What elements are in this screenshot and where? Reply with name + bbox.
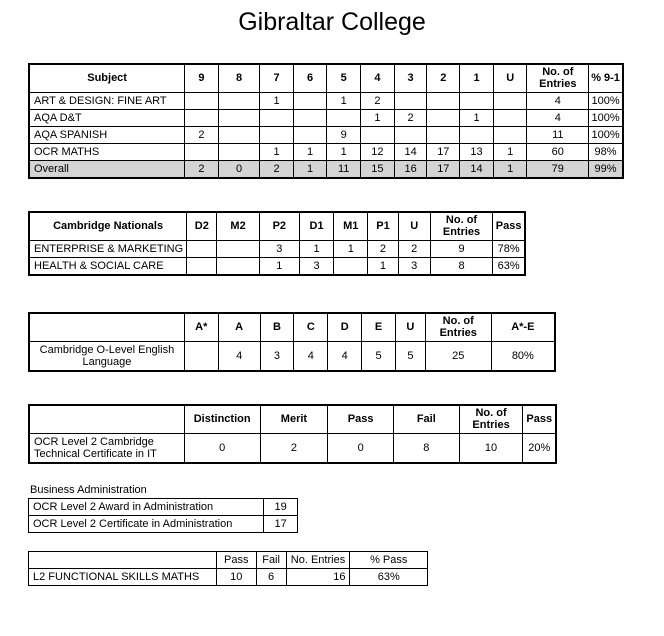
- table-row: [29, 92, 623, 109]
- table-cell: 1: [361, 109, 395, 126]
- table-header-row: [29, 313, 555, 341]
- table-cell: 1: [260, 92, 294, 109]
- table-cell: L2 FUNCTIONAL SKILLS MATHS: [29, 569, 217, 586]
- table-cell: [260, 126, 294, 143]
- table-cell: 1: [327, 143, 361, 160]
- table-cell: 100%: [589, 109, 623, 126]
- table-cell: OCR Level 2 Award in Administration: [29, 499, 264, 516]
- table-cell: 60: [527, 143, 589, 160]
- column-header: Subject: [29, 64, 185, 92]
- table-cell: 2: [260, 433, 328, 463]
- overall-row: [29, 160, 623, 178]
- table-row: [29, 499, 298, 516]
- column-header: U: [398, 212, 430, 240]
- table-cell: 11: [527, 126, 589, 143]
- business-administration-caption: Business Administration: [30, 484, 147, 496]
- table-cell: 2: [398, 240, 430, 257]
- table-cell: 11: [327, 160, 361, 178]
- table-cell: 1: [334, 240, 368, 257]
- table-header-row: [29, 64, 623, 92]
- table-cell: 80%: [491, 341, 555, 371]
- column-header: M1: [334, 212, 368, 240]
- table-cell: [185, 143, 219, 160]
- column-header: 3: [394, 64, 427, 92]
- column-header: Merit: [260, 405, 328, 433]
- table-cell: [218, 109, 259, 126]
- table-cell: AQA D&T: [29, 109, 185, 126]
- table-cell: 2: [260, 160, 294, 178]
- table-row: [29, 143, 623, 160]
- table-cell: [293, 126, 327, 143]
- table-cell: 13: [460, 143, 494, 160]
- table-cell: Cambridge O-Level English Language: [29, 341, 184, 371]
- table-cell: 2: [394, 109, 427, 126]
- table-cell: [427, 92, 460, 109]
- table-cell: 99%: [589, 160, 623, 178]
- column-header: 8: [218, 64, 259, 92]
- column-header: No. of Entries: [425, 313, 491, 341]
- column-header: % Pass: [350, 552, 428, 569]
- table-cell: 5: [395, 341, 425, 371]
- table-cell: 4: [218, 341, 260, 371]
- column-header: Cambridge Nationals: [29, 212, 187, 240]
- table-cell: [187, 257, 217, 275]
- column-header: D2: [187, 212, 217, 240]
- table-cell: 16: [394, 160, 427, 178]
- column-header: B: [260, 313, 294, 341]
- table-cell: [218, 92, 259, 109]
- table-cell: 1: [327, 92, 361, 109]
- table-cell: 16: [286, 569, 350, 586]
- table-cell: 17: [427, 143, 460, 160]
- table-cell: 1: [260, 143, 294, 160]
- column-header: U: [493, 64, 527, 92]
- table-cell: [361, 126, 395, 143]
- table-row: [29, 240, 525, 257]
- table-cell: 1: [493, 143, 527, 160]
- column-header: Fail: [256, 552, 286, 569]
- table-cell: 2: [185, 160, 219, 178]
- table-cell: [293, 109, 327, 126]
- column-header: D1: [299, 212, 333, 240]
- table-row: [29, 341, 555, 371]
- table-cell: [327, 109, 361, 126]
- column-header: P2: [259, 212, 299, 240]
- table-cell: 1: [299, 240, 333, 257]
- table-cell: [218, 143, 259, 160]
- table-cell: 1: [493, 160, 527, 178]
- olevel-table: [28, 312, 556, 372]
- table-cell: 2: [361, 92, 395, 109]
- table-cell: [493, 92, 527, 109]
- column-header: 4: [361, 64, 395, 92]
- table-cell: [217, 240, 259, 257]
- column-header: [29, 313, 184, 341]
- column-header: D: [328, 313, 362, 341]
- column-header: Fail: [393, 405, 459, 433]
- table-cell: 100%: [589, 126, 623, 143]
- table-cell: 8: [393, 433, 459, 463]
- table-cell: 19: [264, 499, 298, 516]
- table-cell: 1: [368, 257, 398, 275]
- table-row: [29, 516, 298, 533]
- table-cell: 0: [184, 433, 260, 463]
- table-cell: 3: [260, 341, 294, 371]
- cambridge-nationals-table: [28, 211, 526, 276]
- table-cell: [493, 109, 527, 126]
- column-header: No. of Entries: [459, 405, 523, 433]
- table-header-row: [29, 552, 428, 569]
- table-cell: [493, 126, 527, 143]
- column-header: U: [395, 313, 425, 341]
- column-header: A*: [184, 313, 218, 341]
- table-cell: [185, 92, 219, 109]
- table-header-row: [29, 212, 525, 240]
- table-row: [29, 257, 525, 275]
- column-header: 9: [185, 64, 219, 92]
- table-cell: [217, 257, 259, 275]
- column-header: Distinction: [184, 405, 260, 433]
- table-cell: 4: [294, 341, 328, 371]
- table-cell: 2: [368, 240, 398, 257]
- technical-certificate-table: [28, 404, 557, 464]
- table-cell: ENTERPRISE & MARKETING: [29, 240, 187, 257]
- table-cell: 100%: [589, 92, 623, 109]
- table-row: [29, 109, 623, 126]
- table-row: [29, 569, 428, 586]
- table-cell: 14: [394, 143, 427, 160]
- table-cell: 3: [299, 257, 333, 275]
- table-cell: 20%: [523, 433, 556, 463]
- table-cell: OCR Level 2 Certificate in Administration: [29, 516, 264, 533]
- table-cell: 4: [328, 341, 362, 371]
- column-header: % 9-1: [589, 64, 623, 92]
- table-cell: OCR Level 2 Cambridge Technical Certificate in IT: [29, 433, 184, 463]
- table-cell: 1: [460, 109, 494, 126]
- table-cell: [334, 257, 368, 275]
- table-cell: 10: [459, 433, 523, 463]
- table-cell: 63%: [493, 257, 525, 275]
- table-cell: HEALTH & SOCIAL CARE: [29, 257, 187, 275]
- table-cell: [460, 126, 494, 143]
- table-cell: 17: [264, 516, 298, 533]
- business-administration-table: [28, 498, 298, 533]
- functional-skills-table: [28, 551, 428, 586]
- column-header: 6: [293, 64, 327, 92]
- table-cell: 0: [218, 160, 259, 178]
- table-cell: 63%: [350, 569, 428, 586]
- table-cell: OCR MATHS: [29, 143, 185, 160]
- table-cell: 78%: [493, 240, 525, 257]
- table-cell: 15: [361, 160, 395, 178]
- column-header: E: [362, 313, 396, 341]
- table-cell: 9: [430, 240, 492, 257]
- column-header: Pass: [493, 212, 525, 240]
- table-cell: [427, 109, 460, 126]
- table-cell: 10: [216, 569, 256, 586]
- column-header: 5: [327, 64, 361, 92]
- table-header-row: [29, 405, 556, 433]
- table-cell: [187, 240, 217, 257]
- table-cell: ART & DESIGN: FINE ART: [29, 92, 185, 109]
- table-cell: 0: [328, 433, 394, 463]
- column-header: Pass: [216, 552, 256, 569]
- table-cell: 17: [427, 160, 460, 178]
- table-cell: [394, 126, 427, 143]
- column-header: Pass: [523, 405, 556, 433]
- table-cell: [460, 92, 494, 109]
- column-header: M2: [217, 212, 259, 240]
- table-cell: [293, 92, 327, 109]
- table-row: [29, 126, 623, 143]
- table-cell: 6: [256, 569, 286, 586]
- column-header: [29, 552, 217, 569]
- table-cell: AQA SPANISH: [29, 126, 185, 143]
- column-header: 1: [460, 64, 494, 92]
- table-cell: 5: [362, 341, 396, 371]
- column-header: A: [218, 313, 260, 341]
- table-cell: 98%: [589, 143, 623, 160]
- column-header: No. Entries: [286, 552, 350, 569]
- table-cell: 1: [293, 143, 327, 160]
- column-header: P1: [368, 212, 398, 240]
- table-cell: 25: [425, 341, 491, 371]
- page-title: Gibraltar College: [238, 8, 426, 36]
- column-header: No. of Entries: [527, 64, 589, 92]
- column-header: A*-E: [491, 313, 555, 341]
- column-header: 7: [260, 64, 294, 92]
- column-header: Pass: [328, 405, 394, 433]
- table-row: [29, 433, 556, 463]
- table-cell: [218, 126, 259, 143]
- table-cell: 4: [527, 92, 589, 109]
- table-cell: [184, 341, 218, 371]
- column-header: [29, 405, 184, 433]
- column-header: C: [294, 313, 328, 341]
- column-header: 2: [427, 64, 460, 92]
- table-cell: 14: [460, 160, 494, 178]
- table-cell: 8: [430, 257, 492, 275]
- table-cell: 3: [259, 240, 299, 257]
- table-cell: [394, 92, 427, 109]
- table-cell: 12: [361, 143, 395, 160]
- table-cell: 2: [185, 126, 219, 143]
- gcse-results-table: [28, 63, 624, 179]
- table-cell: 1: [293, 160, 327, 178]
- table-cell: 9: [327, 126, 361, 143]
- table-cell: [427, 126, 460, 143]
- table-cell: 79: [527, 160, 589, 178]
- table-cell: Overall: [29, 160, 185, 178]
- table-cell: 4: [527, 109, 589, 126]
- table-cell: [185, 109, 219, 126]
- table-cell: 3: [398, 257, 430, 275]
- table-cell: [260, 109, 294, 126]
- table-cell: 1: [259, 257, 299, 275]
- column-header: No. of Entries: [430, 212, 492, 240]
